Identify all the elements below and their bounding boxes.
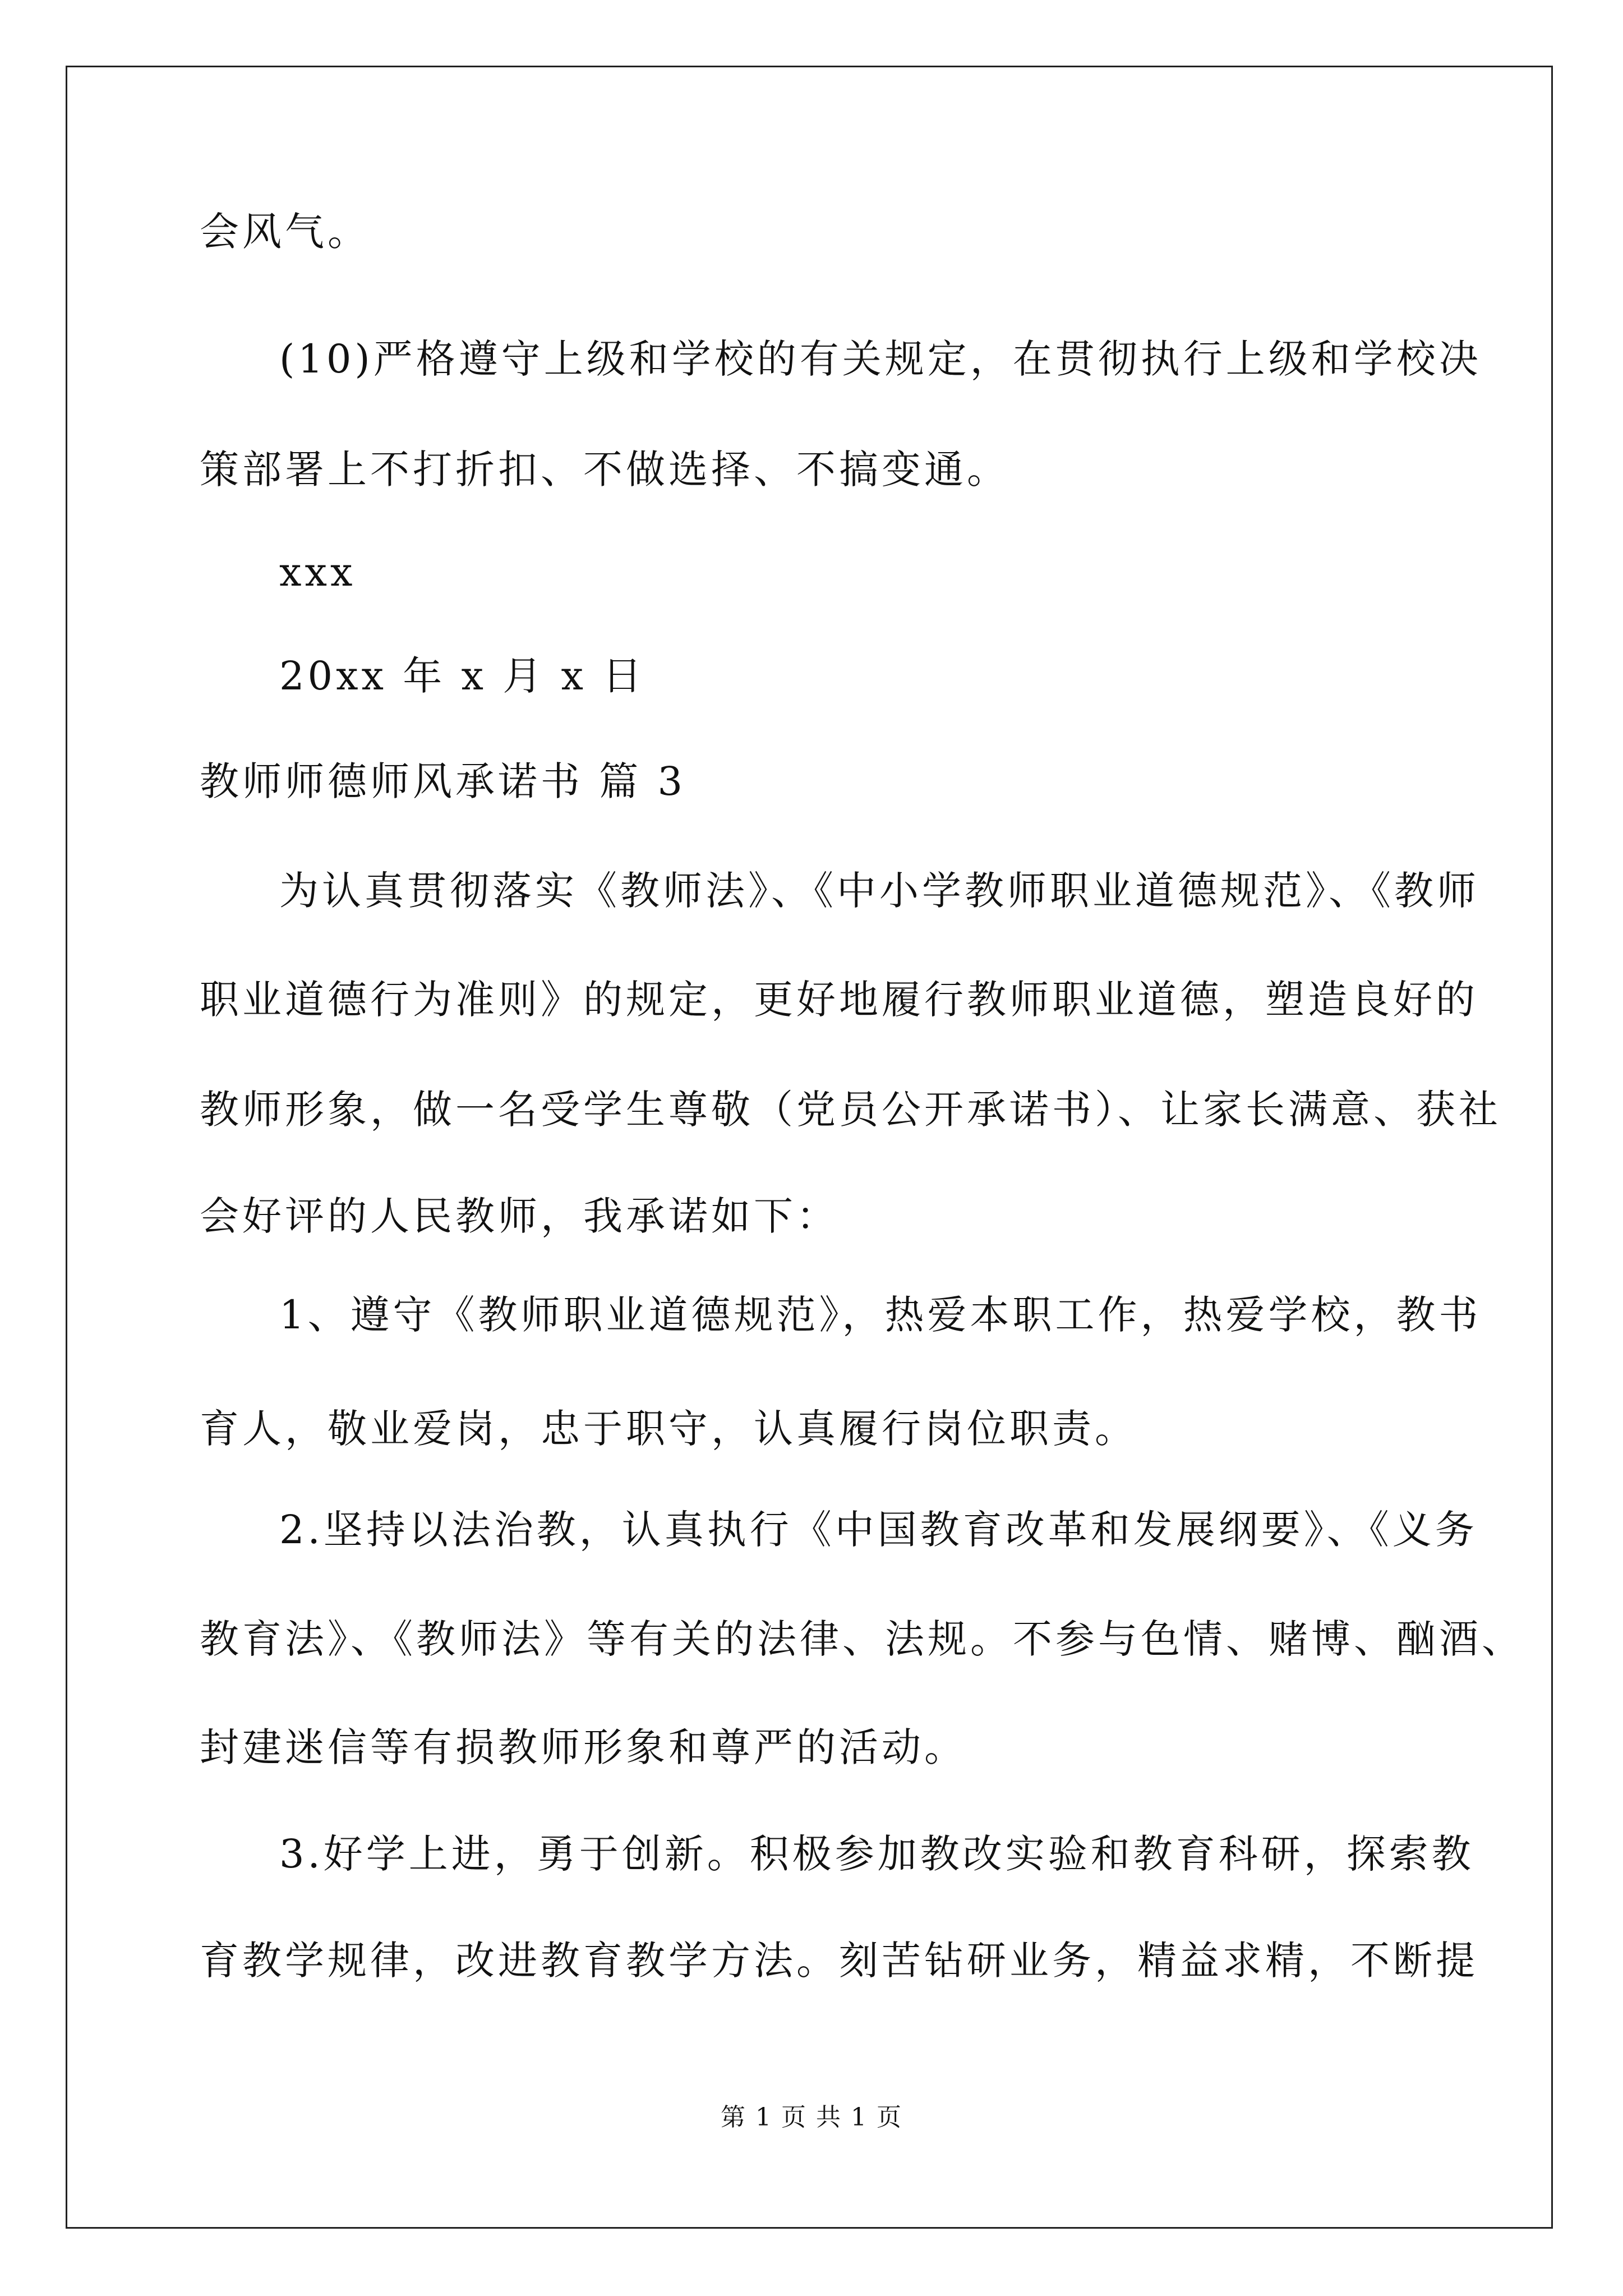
text-line: 教育法》、《教师法》等有关的法律、法规。不参与色情、赌博、酗酒、 <box>200 1616 1524 1662</box>
text-line: 会好评的人民教师，我承诺如下： <box>200 1193 839 1239</box>
signature-date: 20xx 年 x 月 x 日 <box>279 653 645 699</box>
text-line: 会风气。 <box>200 209 370 255</box>
text-line: 2.坚持以法治教，认真执行《中国教育改革和发展纲要》、《义务 <box>279 1507 1478 1553</box>
text-line: 封建迷信等有损教师形象和尊严的活动。 <box>200 1724 967 1770</box>
section-heading: 教师师德师风承诺书 篇 3 <box>200 758 686 804</box>
text-line: 职业道德行为准则》的规定，更好地履行教师职业道德，塑造良好的 <box>200 977 1478 1023</box>
page-number-footer: 第 1 页 共 1 页 <box>721 2103 902 2132</box>
text-line: 1、遵守《教师职业道德规范》，热爱本职工作，热爱学校，教书 <box>279 1292 1482 1338</box>
text-line: (10)严格遵守上级和学校的有关规定，在贯彻执行上级和学校决 <box>279 336 1482 382</box>
text-line: 为认真贯彻落实《教师法》、《中小学教师职业道德规范》、《教师 <box>279 868 1479 914</box>
text-line: 教师形象，做一名受学生尊敬（党员公开承诺书）、让家长满意、获社 <box>200 1087 1501 1133</box>
text-line: 育人，敬业爱岗，忠于职守，认真履行岗位职责。 <box>200 1406 1137 1452</box>
page-border <box>66 66 1553 2229</box>
text-line: 育教学规律，改进教育教学方法。刻苦钻研业务，精益求精，不断提 <box>200 1938 1478 1984</box>
text-line: 3.好学上进，勇于创新。积极参加教改实验和教育科研，探索教 <box>279 1831 1474 1877</box>
text-line: 策部署上不打折扣、不做选择、不搞变通。 <box>200 447 1009 493</box>
signature-name: xxx <box>279 549 356 595</box>
